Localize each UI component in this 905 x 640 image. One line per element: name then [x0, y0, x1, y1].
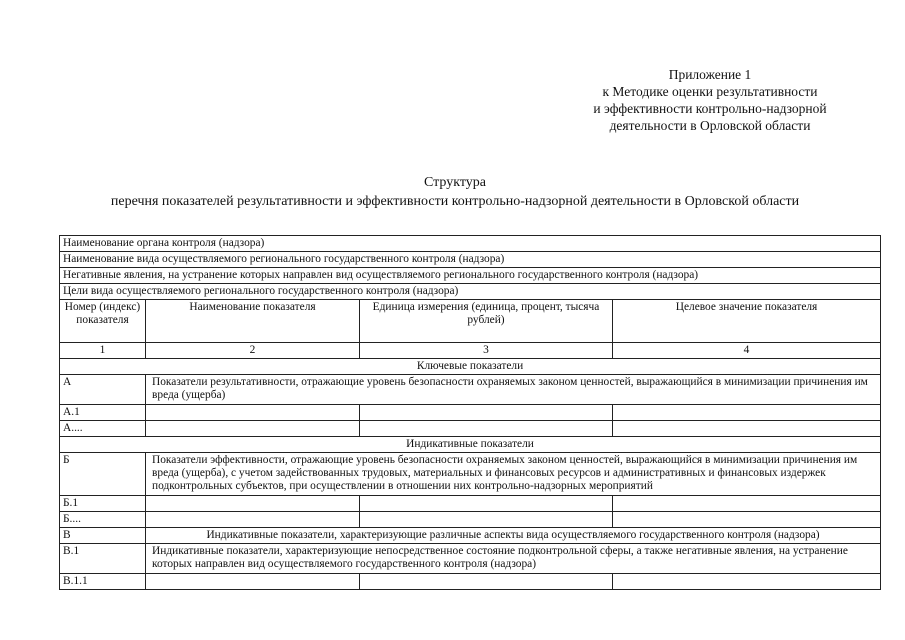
section-row: [60, 437, 881, 453]
table-row: [60, 405, 881, 421]
row-cell: [613, 574, 881, 590]
document-subtitle: перечня показателей результативности и эффективности контрольно-надзорной деятельности в Орловской области: [110, 194, 800, 209]
row-cell: [360, 496, 613, 512]
group-description: Индикативные показатели, характеризующие непосредственное состояние подконтрольной сферы, а также негативные явления, на устранение которых направлен вид осуществляемого государственного контроля (надзора): [146, 544, 881, 574]
table-row: [60, 512, 881, 528]
appendix-line: деятельности в Орловской области: [609, 118, 811, 133]
column-number: 2: [146, 343, 360, 359]
row-cell: [146, 512, 360, 528]
row-cell: [360, 512, 613, 528]
row-cell: [146, 421, 360, 437]
column-number: 1: [60, 343, 146, 359]
section-key-indicators: Ключевые показатели: [60, 359, 881, 375]
row-cell: [613, 512, 881, 528]
row-cell: [613, 421, 881, 437]
table-row: [60, 421, 881, 437]
section-row: [60, 359, 881, 375]
group-code: Б: [60, 453, 146, 496]
column-number-row: [60, 343, 881, 359]
row-cell: [613, 496, 881, 512]
row-index: А.1: [60, 405, 146, 421]
group-description: Показатели эффективности, отражающие уровень безопасности охраняемых законом ценностей, выражающийся в минимизации причинения им вреда (ущерба), с учетом задействованных трудовых, материальных и финансовых ресурсов и административных и финансовых издержек подконтрольных субъектов, при осуществлении в отношении них контрольно-надзорных мероприятий: [146, 453, 881, 496]
appendix-line: и эффективности контрольно-надзорной: [593, 101, 827, 116]
group-code: А: [60, 375, 146, 405]
header-index: Номер (индекс) показателя: [60, 300, 146, 343]
info-cell: Негативные явления, на устранение которых направлен вид осуществляемого регионального государственного контроля (надзора): [60, 268, 881, 284]
group-description: Индикативные показатели, характеризующие различные аспекты вида осуществляемого государственного контроля (надзора): [146, 528, 881, 544]
row-cell: [360, 421, 613, 437]
header-unit: Единица измерения (единица, процент, тысяча рублей): [360, 300, 613, 343]
row-cell: [146, 496, 360, 512]
info-row: [60, 252, 881, 268]
group-row: [60, 544, 881, 574]
row-index: Б....: [60, 512, 146, 528]
table-row: [60, 496, 881, 512]
appendix-header: [560, 66, 860, 134]
row-cell: [146, 405, 360, 421]
group-description: Показатели результативности, отражающие уровень безопасности охраняемых законом ценностей, выражающийся в минимизации причинения им вреда (ущерба): [146, 375, 881, 405]
group-code: В: [60, 528, 146, 544]
section-indicative: Индикативные показатели: [60, 437, 881, 453]
column-number: 4: [613, 343, 881, 359]
row-cell: [360, 574, 613, 590]
column-header-row: [60, 300, 881, 343]
row-cell: [613, 405, 881, 421]
header-target: Целевое значение показателя: [613, 300, 881, 343]
appendix-line: Приложение 1: [668, 67, 752, 82]
info-row: [60, 236, 881, 252]
column-number: 3: [360, 343, 613, 359]
group-row: [60, 375, 881, 405]
indicators-structure-table: [59, 235, 881, 590]
info-row: [60, 284, 881, 300]
info-cell: Цели вида осуществляемого регионального государственного контроля (надзора): [60, 284, 881, 300]
row-index: А....: [60, 421, 146, 437]
row-cell: [146, 574, 360, 590]
table-row: [60, 574, 881, 590]
document-title: Структура: [423, 175, 487, 190]
info-row: [60, 268, 881, 284]
info-cell: Наименование вида осуществляемого регионального государственного контроля (надзора): [60, 252, 881, 268]
row-index: В.1.1: [60, 574, 146, 590]
group-row: [60, 528, 881, 544]
info-cell: Наименование органа контроля (надзора): [60, 236, 881, 252]
group-row: [60, 453, 881, 496]
appendix-line: к Методике оценки результативности: [602, 84, 818, 99]
row-cell: [360, 405, 613, 421]
group-code: В.1: [60, 544, 146, 574]
row-index: Б.1: [60, 496, 146, 512]
header-name: Наименование показателя: [146, 300, 360, 343]
